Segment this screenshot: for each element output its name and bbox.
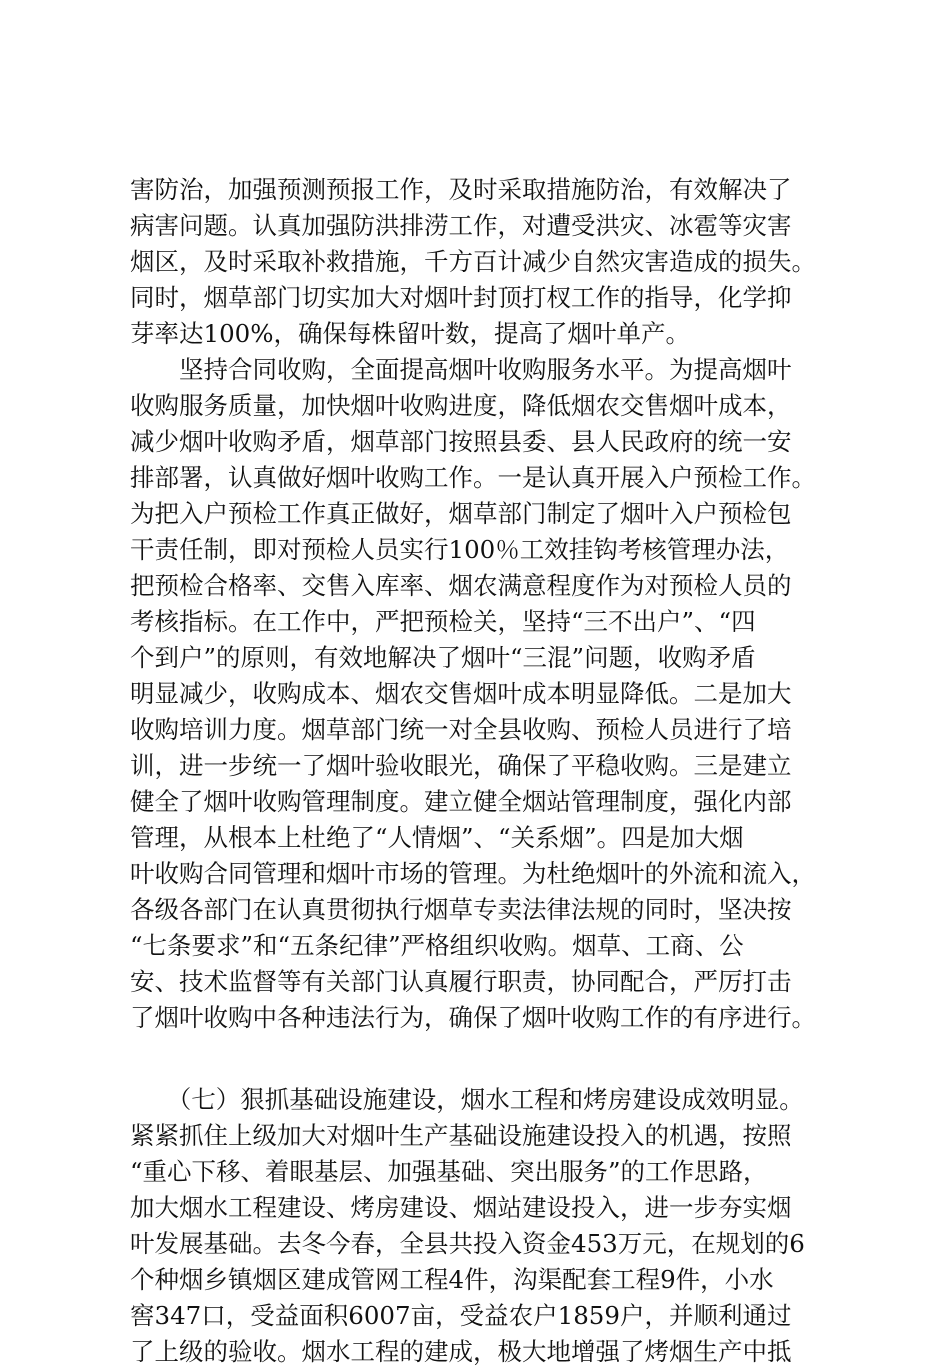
text-line: 叶收购合同管理和烟叶市场的管理。为杜绝烟叶的外流和流入， <box>130 859 816 888</box>
text-line: “重心下移、着眼基层、加强基础、突出服务”的工作思路， <box>130 1157 768 1186</box>
text-line: 窖347口，受益面积6007亩，受益农户1859户，并顺利通过 <box>130 1301 792 1330</box>
text-line: 排部署，认真做好烟叶收购工作。一是认真开展入户预检工作。 <box>130 463 816 492</box>
text-line: 训，进一步统一了烟叶验收眼光，确保了平稳收购。三是建立 <box>130 751 792 780</box>
text-line: 收购服务质量，加快烟叶收购进度，降低烟农交售烟叶成本， <box>130 391 792 420</box>
text-line: 干责任制，即对预检人员实行100％工效挂钩考核管理办法， <box>130 535 790 564</box>
text-line: 明显减少，收购成本、烟农交售烟叶成本明显降低。二是加大 <box>130 679 792 708</box>
text-line: 安、技术监督等有关部门认真履行职责，协同配合，严厉打击 <box>130 967 792 996</box>
text-line: 收购培训力度。烟草部门统一对全县收购、预检人员进行了培 <box>130 715 792 744</box>
text-line: 害防治，加强预测预报工作，及时采取措施防治，有效解决了 <box>130 175 792 204</box>
text-line: 同时，烟草部门切实加大对烟叶封顶打杈工作的指导，化学抑 <box>130 283 792 312</box>
text-line: 为把入户预检工作真正做好，烟草部门制定了烟叶入户预检包 <box>130 499 792 528</box>
text-line: 坚持合同收购，全面提高烟叶收购服务水平。为提高烟叶 <box>130 355 792 384</box>
text-line: 了上级的验收。烟水工程的建成，极大地增强了烤烟生产中抵 <box>130 1337 792 1366</box>
text-line: 病害问题。认真加强防洪排涝工作，对遭受洪灾、冰雹等灾害 <box>130 211 792 240</box>
text-line: 加大烟水工程建设、烤房建设、烟站建设投入，进一步夯实烟 <box>130 1193 792 1222</box>
text-line: 烟区，及时采取补救措施，千方百计减少自然灾害造成的损失。 <box>130 247 816 276</box>
text-line: 管理，从根本上杜绝了“人情烟”、“关系烟”。四是加大烟 <box>130 823 744 852</box>
text-line: “七条要求”和“五条纪律”严格组织收购。烟草、工商、公 <box>130 931 744 960</box>
text-line: 了烟叶收购中各种违法行为，确保了烟叶收购工作的有序进行。 <box>130 1003 816 1032</box>
text-line: 叶发展基础。去冬今春，全县共投入资金453万元，在规划的6 <box>130 1229 805 1258</box>
text-line: 把预检合格率、交售入库率、烟农满意程度作为对预检人员的 <box>130 571 792 600</box>
text-line: 个种烟乡镇烟区建成管网工程4件，沟渠配套工程9件，小水 <box>130 1265 774 1294</box>
text-line: 考核指标。在工作中，严把预检关，坚持“三不出户”、“四 <box>130 607 756 636</box>
text-line: （七）狠抓基础设施建设，烟水工程和烤房建设成效明显。 <box>130 1085 804 1114</box>
text-line: 芽率达100%，确保每株留叶数，提高了烟叶单产。 <box>130 319 691 348</box>
text-line: 个到户”的原则，有效地解决了烟叶“三混”问题，收购矛盾 <box>130 643 756 672</box>
text-line: 各级各部门在认真贯彻执行烟草专卖法律法规的同时，坚决按 <box>130 895 792 924</box>
text-line: 减少烟叶收购矛盾，烟草部门按照县委、县人民政府的统一安 <box>130 427 792 456</box>
text-line: 健全了烟叶收购管理制度。建立健全烟站管理制度，强化内部 <box>130 787 792 816</box>
text-line: 紧紧抓住上级加大对烟叶生产基础设施建设投入的机遇，按照 <box>130 1121 792 1150</box>
